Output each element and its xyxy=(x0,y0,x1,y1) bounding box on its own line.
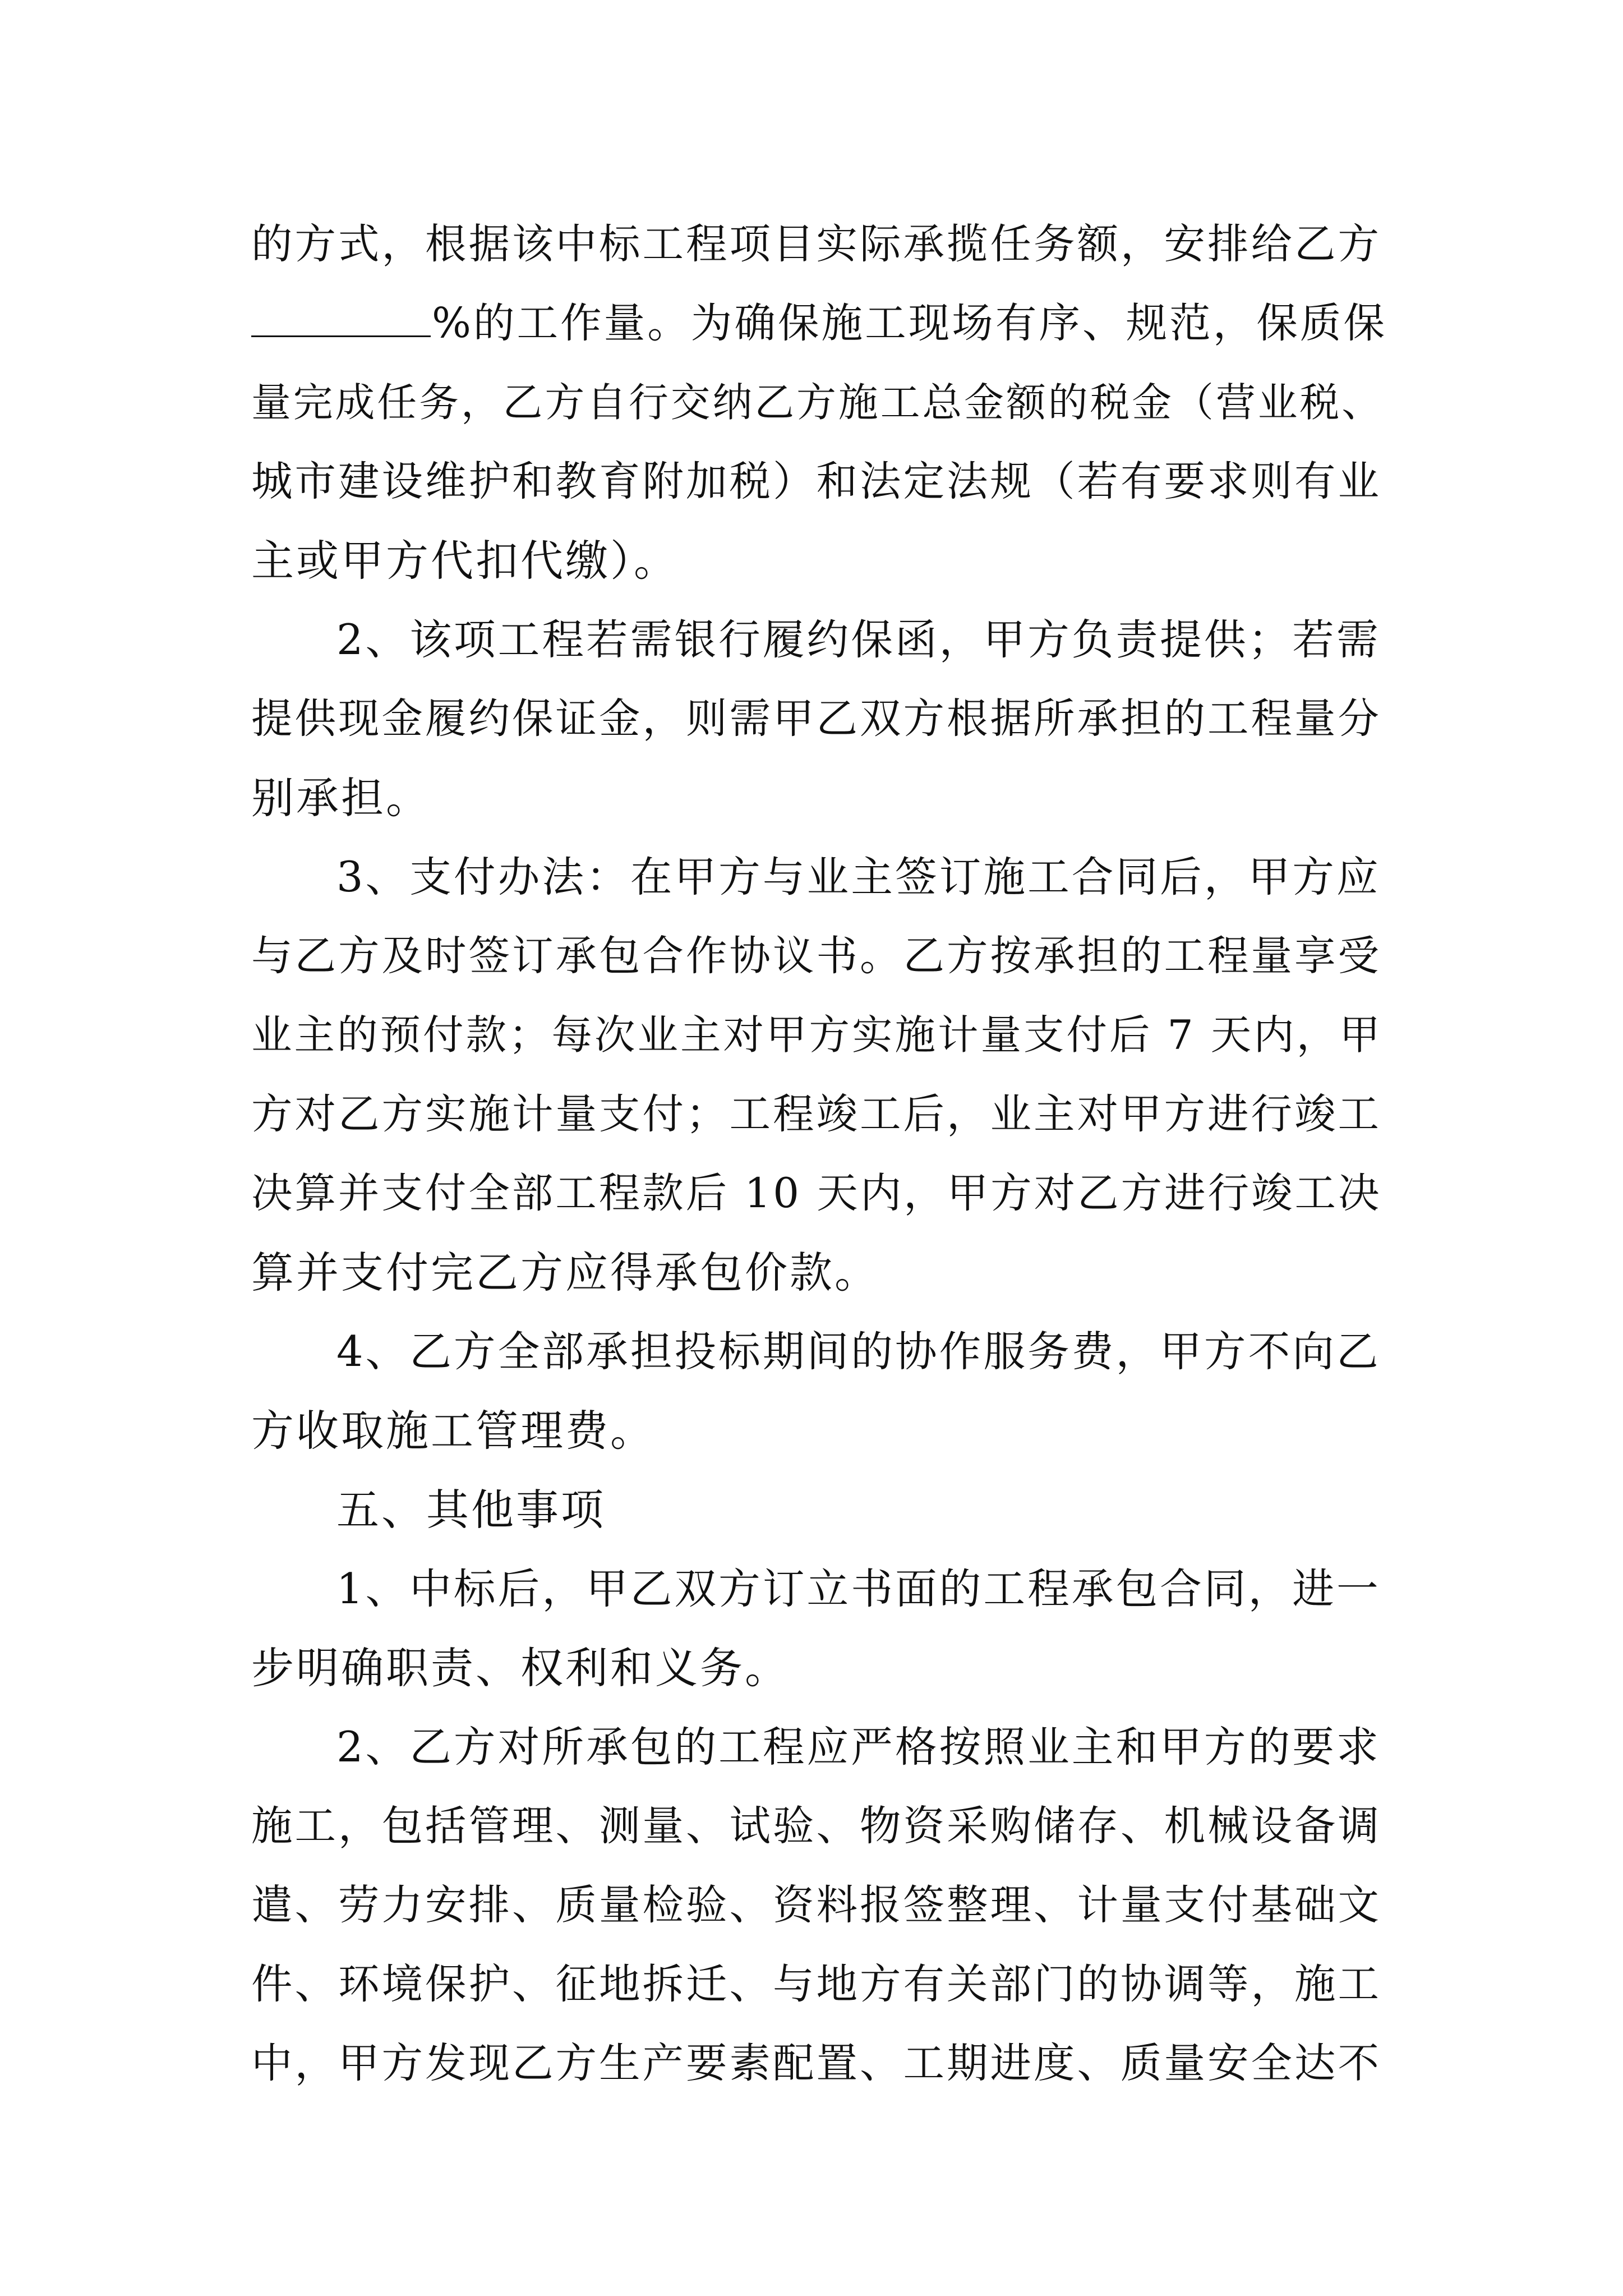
text-line-10: 与乙方及时签订承包合作协议书。乙方按承担的工程量享受 xyxy=(251,932,1381,980)
text-line-21: 施工，包括管理、测量、试验、物资采购储存、机械设备调 xyxy=(251,1802,1381,1850)
text-line-5: 主或甲方代扣代缴）。 xyxy=(251,536,679,586)
text-line-7: 提供现金履约保证金，则需甲乙双方根据所承担的工程量分 xyxy=(251,695,1381,743)
text-line-1: 的方式，根据该中标工程项目实际承揽任务额，安排给乙方 xyxy=(251,220,1381,268)
text-line-16: 方收取施工管理费。 xyxy=(251,1406,655,1456)
paragraph-6-start: 2、乙方对所承包的工程应严格按照业主和甲方的要求 xyxy=(336,1723,1381,1772)
text-line-2 xyxy=(251,296,1387,352)
paragraph-3-start: 3、支付办法：在甲方与业主签订施工合同后，甲方应 xyxy=(336,853,1381,901)
section-heading: 五、其他事项 xyxy=(336,1485,606,1535)
text-line-2-content: %的工作量。为确保施工现场有序、规范，保质保 xyxy=(432,300,1387,347)
paragraph-2-start: 2、该项工程若需银行履约保函，甲方负责提供；若需 xyxy=(336,615,1381,664)
text-line-8: 别承担。 xyxy=(251,773,431,823)
text-line-11: 业主的预付款；每次业主对甲方实施计量支付后 7 天内，甲 xyxy=(251,1012,1382,1059)
text-line-4: 城市建设维护和教育附加税）和法定法规（若有要求则有业 xyxy=(251,458,1381,505)
text-line-22: 遣、劳力安排、质量检验、资料报签整理、计量支付基础文 xyxy=(251,1881,1381,1929)
text-line-23: 件、环境保护、征地拆迁、与地方有关部门的协调等，施工 xyxy=(251,1961,1381,2008)
paragraph-5-start: 1、中标后，甲乙双方订立书面的工程承包合同，进一 xyxy=(336,1565,1381,1613)
text-line-24: 中，甲方发现乙方生产要素配置、工期进度、质量安全达不 xyxy=(251,2040,1381,2087)
text-line-12: 方对乙方实施计量支付；工程竣工后，业主对甲方进行竣工 xyxy=(251,1091,1381,1138)
paragraph-4-start: 4、乙方全部承担投标期间的协作服务费，甲方不向乙 xyxy=(336,1327,1381,1376)
text-line-13: 决算并支付全部工程款后 10 天内，甲方对乙方进行竣工决 xyxy=(251,1170,1382,1217)
text-line-14: 算并支付完乙方应得承包价款。 xyxy=(251,1248,879,1297)
text-line-3: 量完成任务，乙方自行交纳乙方施工总金额的税金（营业税、 xyxy=(251,379,1384,426)
fill-in-blank xyxy=(251,301,431,337)
text-line-19: 步明确职责、权利和义务。 xyxy=(251,1643,790,1693)
